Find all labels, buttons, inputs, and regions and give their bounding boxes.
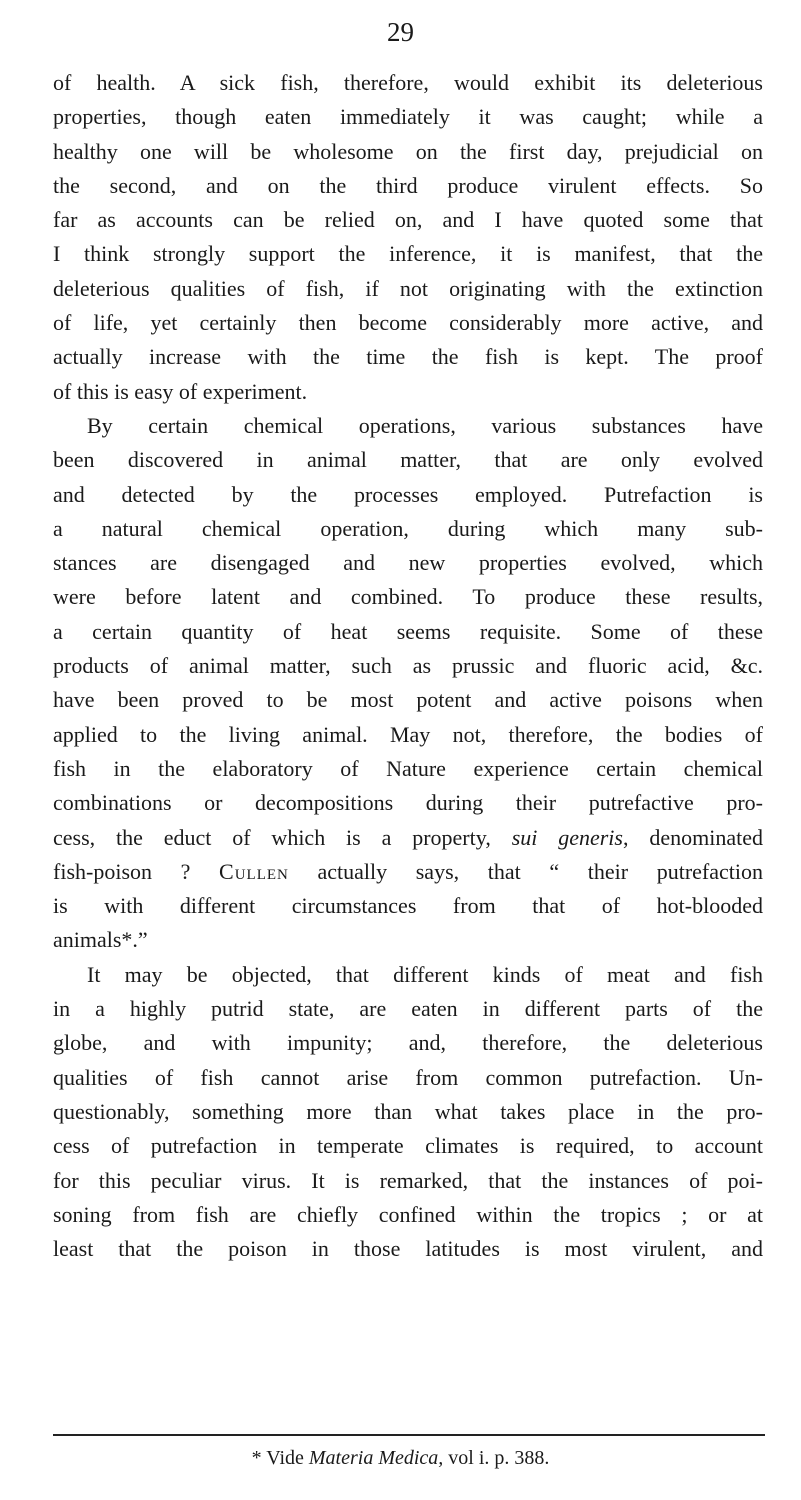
text-line: applied to the living animal. May not, therefore, the bodies of bbox=[53, 721, 763, 747]
text-line: actually increase with the time the fish is kept. The proof bbox=[53, 344, 763, 370]
text-line: globe, and with impunity; and, therefore, the deleterious bbox=[53, 1030, 763, 1056]
text-line: deleterious qualities of fish, if not originating with the extinction bbox=[53, 275, 763, 301]
text-line: have been proved to be most potent and active poisons when bbox=[53, 687, 763, 713]
text-line: questionably, something more than what takes place in the pro- bbox=[53, 1098, 763, 1124]
italic-phrase: sui generis bbox=[511, 824, 623, 850]
footnote-marker: * bbox=[251, 1447, 262, 1469]
text-line: healthy one will be wholesome on the first day, prejudicial on bbox=[53, 138, 763, 164]
text-line: is with different circumstances from that of hot-blooded bbox=[53, 893, 763, 919]
text-line: for this peculiar virus. It is remarked, that the instances of poi- bbox=[53, 1167, 763, 1193]
paragraph-end-line: of this is easy of experiment. bbox=[53, 378, 308, 404]
paragraph-end-line: animals*.” bbox=[53, 927, 148, 953]
text-line: products of animal matter, such as prussic and fluoric acid, &c. bbox=[53, 653, 763, 679]
text-line bbox=[53, 821, 763, 855]
page-number: 29 bbox=[387, 17, 414, 47]
text-line bbox=[53, 855, 763, 889]
text-line: least that the poison in those latitudes is most virulent, and bbox=[53, 1236, 763, 1262]
text-line: a natural chemical operation, during which many sub- bbox=[53, 515, 763, 541]
text-line: qualities of fish cannot arise from common putrefaction. Un- bbox=[53, 1064, 763, 1090]
footnote-text: Vide bbox=[266, 1447, 309, 1469]
footnote bbox=[0, 1445, 801, 1471]
text-line: fish in the elaboratory of Nature experience certain chemical bbox=[53, 755, 763, 781]
text-segment: cess, the educt of which is a property, bbox=[53, 824, 512, 850]
text-segment: , denominated bbox=[623, 824, 763, 850]
footnote-divider bbox=[53, 1434, 765, 1436]
text-line: of life, yet certainly then become considerably more active, and bbox=[53, 310, 763, 336]
text-line: been discovered in animal matter, that are only evolved bbox=[53, 447, 763, 473]
text-line: in a highly putrid state, are eaten in different parts of the bbox=[53, 996, 763, 1022]
body-text bbox=[53, 66, 763, 1266]
text-line: were before latent and combined. To produce these results, bbox=[53, 584, 763, 610]
text-line: I think strongly support the inference, it is manifest, that the bbox=[53, 241, 763, 267]
text-line: a certain quantity of heat seems requisite. Some of these bbox=[53, 618, 763, 644]
text-segment: fish-poison ? bbox=[53, 858, 220, 884]
paragraph-start-line: By certain chemical operations, various substances have bbox=[87, 412, 763, 438]
text-line: and detected by the processes employed. Putrefaction is bbox=[53, 481, 763, 507]
text-segment: actually says, that “ their putrefaction bbox=[288, 858, 764, 884]
text-line: of health. A sick fish, therefore, would exhibit its deleterious bbox=[53, 70, 763, 95]
text-line: combinations or decompositions during their putrefactive pro- bbox=[53, 790, 763, 816]
paragraph-start-line: It may be objected, that different kinds of meat and fish bbox=[87, 961, 763, 987]
text-line: the second, and on the third produce virulent effects. So bbox=[53, 172, 763, 198]
text-line: properties, though eaten immediately it was caught; while a bbox=[53, 104, 763, 130]
text-line: stances are disengaged and new properties evolved, which bbox=[53, 550, 763, 576]
footnote-reference: vol i. p. 388. bbox=[443, 1447, 550, 1469]
text-line: far as accounts can be relied on, and I have quoted some that bbox=[53, 207, 763, 233]
text-line: soning from fish are chiefly confined within the tropics ; or at bbox=[53, 1201, 763, 1227]
footnote-title: Materia Medica, bbox=[308, 1447, 444, 1469]
author-name: Cullen bbox=[219, 858, 289, 884]
text-line: cess of putrefaction in temperate climates is required, to account bbox=[53, 1133, 763, 1159]
